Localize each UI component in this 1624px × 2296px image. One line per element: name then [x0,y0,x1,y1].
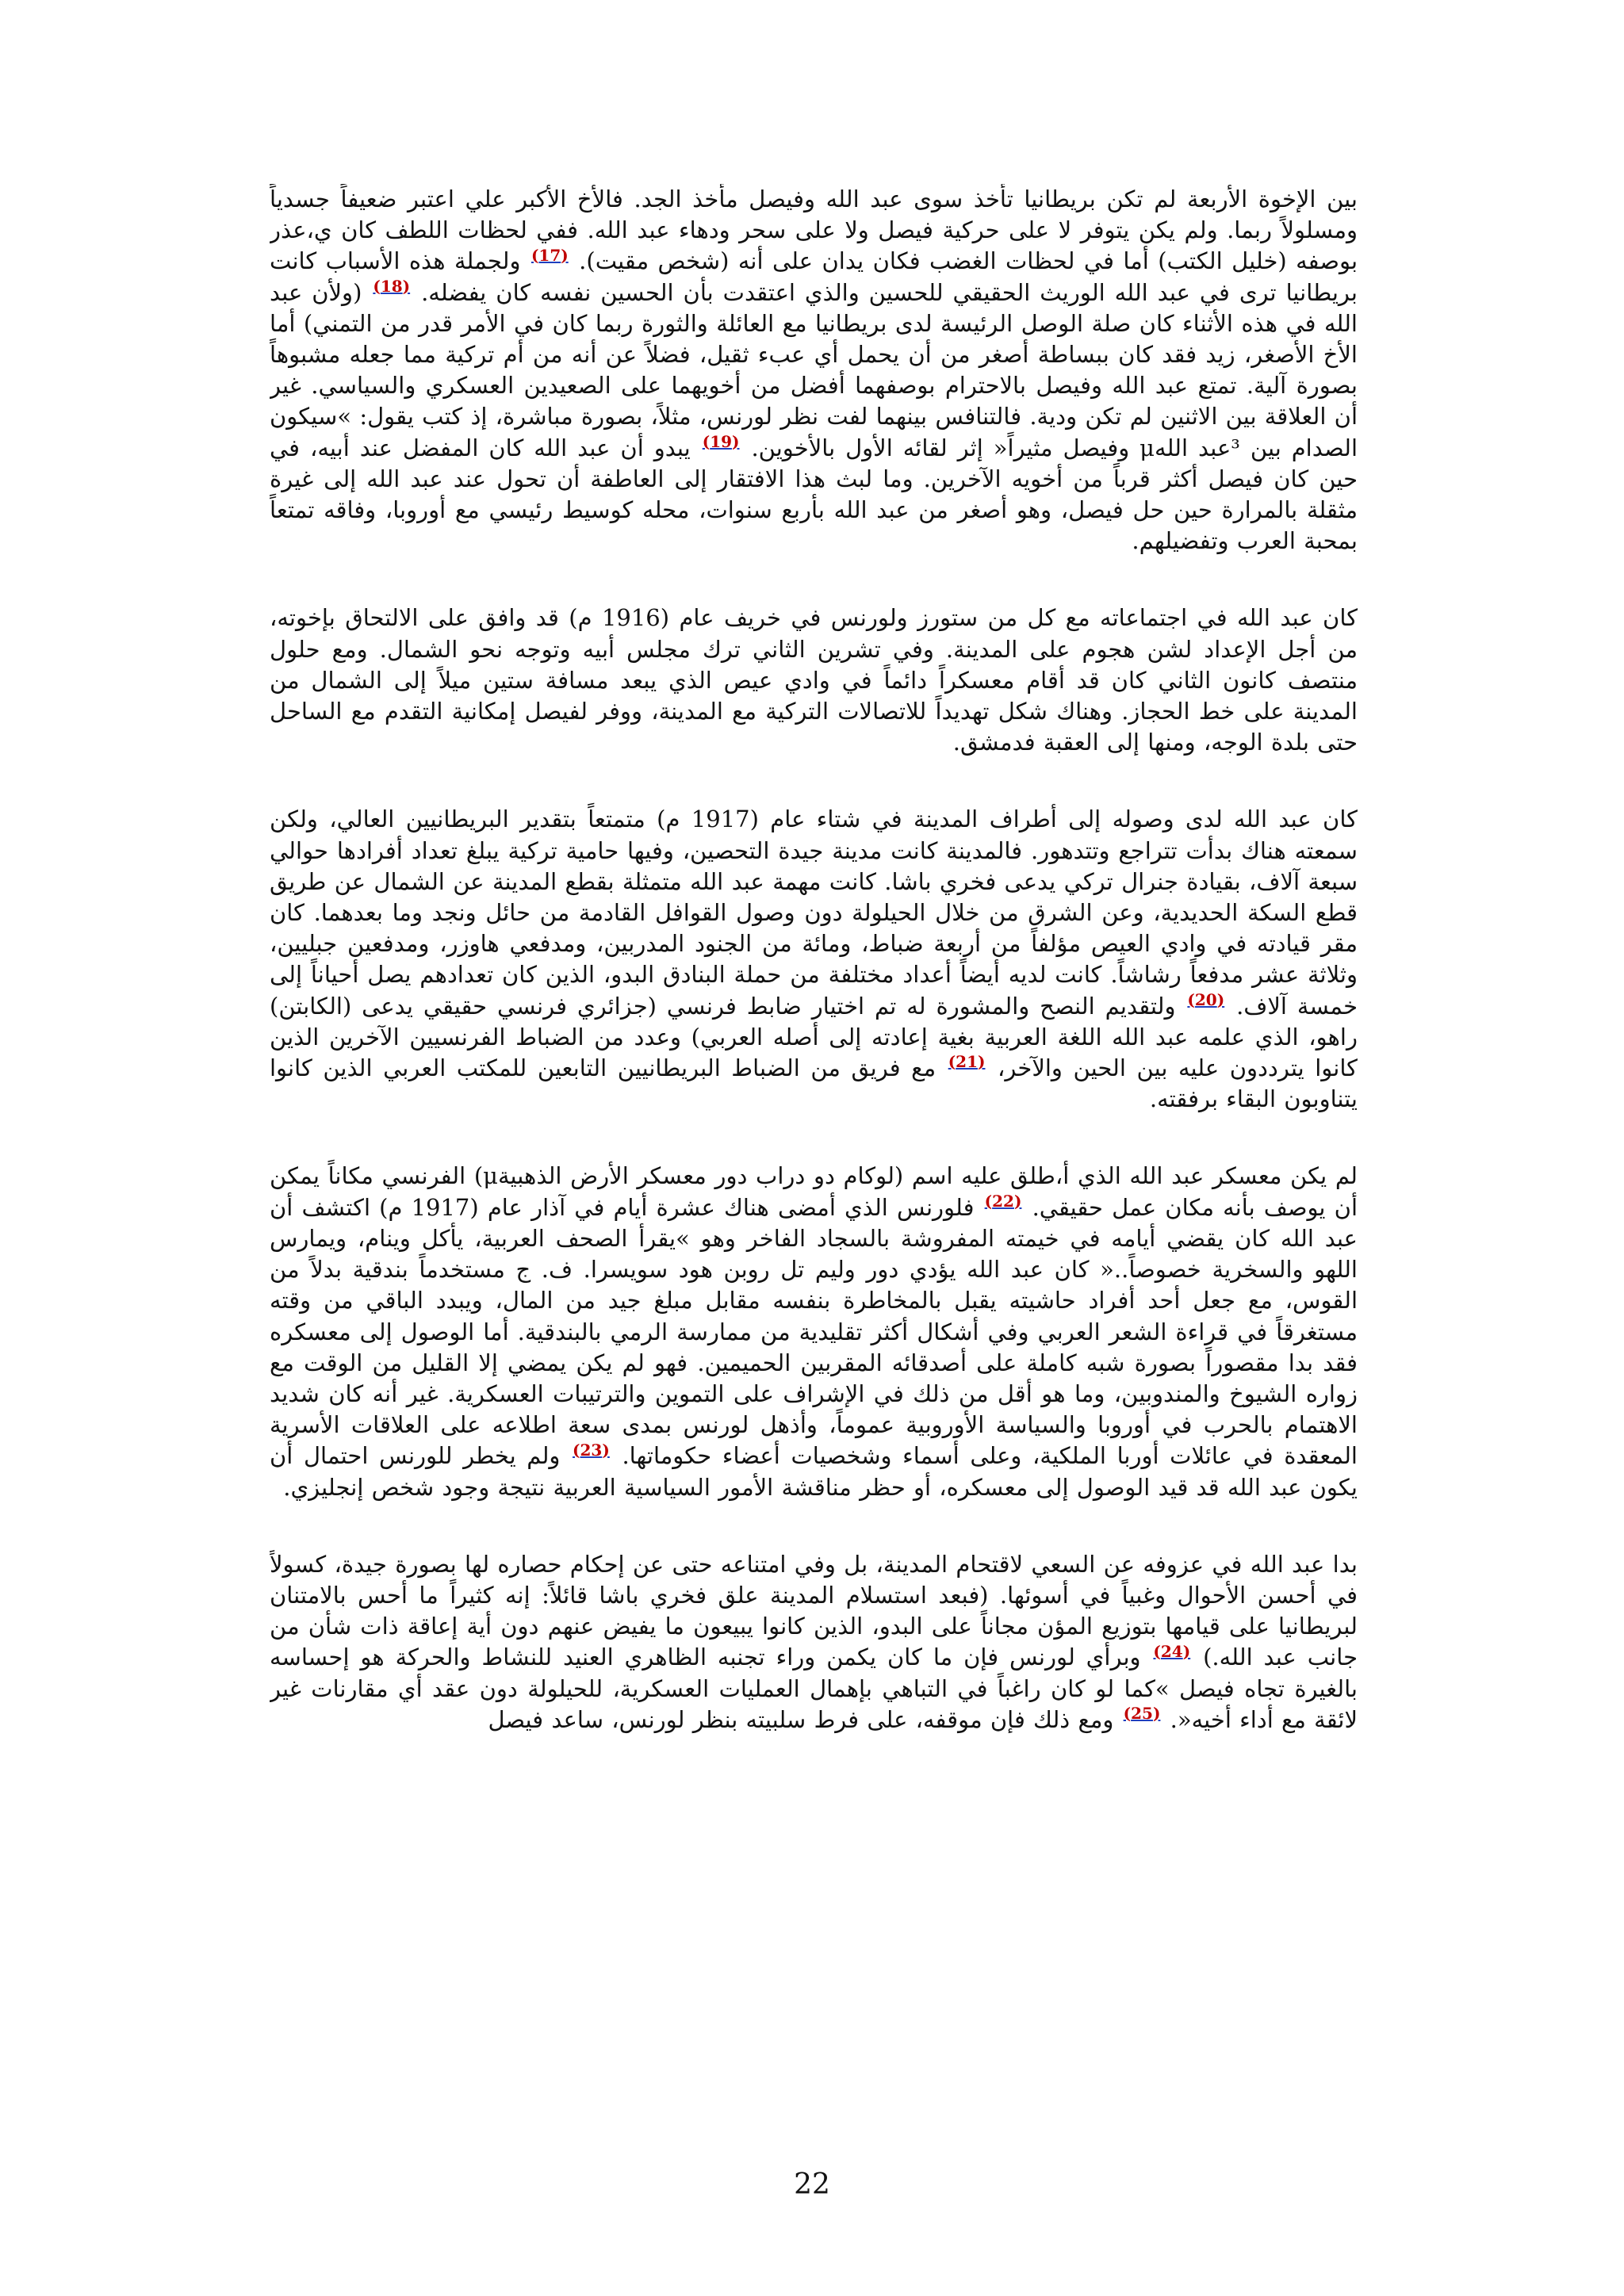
text-run: يبدو أن عبد الله كان المفضل عند أبيه، في حين كان فيصل أكثر قرباً من أخويه الآخرين. وما لبث هذا الافتقار إلى العاطفة أن تحول عند عبد الله إلى غيرة مثقلة بالمرارة حين حل فيصل، وهو أصغر من عبد الله بأربع سنوات، محله كوسيط رئيسي مع أوروبا، وفاقه تمتعاً بمحبة العرب وتفضيلهم. [270,434,1358,555]
text-run: ولم يخطر للورنس احتمال أن يكون عبد الله قد قيد الوصول إلى معسكره، أو حظر مناقشة الأمور السياسية العربية نتيجة وجود شخص إنجليزي. [270,1442,1358,1501]
footnote-ref-22[interactable]: (22) [984,1192,1022,1211]
footnote-ref-25[interactable]: (25) [1123,1704,1161,1724]
footnote-ref-23[interactable]: (23) [573,1440,610,1460]
text-run: ولتقديم النصح والمشورة له تم اختيار ضابط فرنسي (جزائري فرنسي حقيقي يدعى (الكابتن) راهو، الذي علمه عبد الله اللغة العربية بغية إعادته إلى أصله العربي) وعدد من الضباط الفرنسيين الآخرين الذين كانوا يترددون عليه بين الحين والآخر، [270,992,1358,1082]
footnote-ref-20[interactable]: (20) [1187,990,1225,1010]
paragraph-1 [270,184,1358,557]
text-run: ومع ذلك فإن موقفه، على فرط سلبيته بنظر لورنس، ساعد فيصل [488,1705,1114,1733]
footnote-ref-24[interactable]: (24) [1153,1641,1191,1661]
footnote-ref-18[interactable]: (18) [373,276,411,296]
text-run: بدا عبد الله في عزوفه عن السعي لاقتحام المدينة، بل وفي امتناعه حتى عن إحكام حصاره لها بصورة جيدة، كسولاً في أحسن الأحوال وغبياً في أسوئها. (فبعد استسلام المدينة علق فخري باشا قائلاً: إنه كثيراً ما أحس بالامتنان لبريطانيا على قيامها بتوزيع المؤن مجاناً على البدو، الذين كانوا يبيعون ما يفيض عنهم دون أية إعاقة ذات شأن من جانب عبد الله.) [270,1550,1358,1671]
page-number: 22 [794,2168,830,2201]
text-run: كان عبد الله لدى وصوله إلى أطراف المدينة في شتاء عام (1917 م) متمتعاً بتقدير البريطانيين العالي، ولكن سمعته هناك بدأت تتراجع وتتدهور. فالمدينة كانت مدينة جيدة التحصين، وفيها حامية تركية يبلغ تعداد أفرادها حوالي سبعة آلاف، بقيادة جنرال تركي يدعى فخري باشا. كانت مهمة عبد الله متمثلة بقطع المدينة عن الشمال عن طريق قطع السكة الحديدية، وعن الشرق من خلال الحيلولة دون وصول القوافل القادمة من حائل ونجد وما بعدهما. كان مقر قيادته في وادي العيص مؤلفاً من أربعة ضباط، ومائة من الجنود المدربين، ومدفعي هاوزر، ومدفعين جبليين، وثلاثة عشر مدفعاً رشاشاً. كانت لديه أيضاً أعداد مختلفة من حملة البنادق البدو، الذين كان تعدادهم يصل أحياناً إلى خمسة آلاف. [270,806,1358,1020]
paragraph-3 [270,804,1358,1115]
text-run: كان عبد الله في اجتماعاته مع كل من ستورز ولورنس في خريف عام (1916 م) قد وافق على الالتحاق بإخوته، من أجل الإعداد لشن هجوم على المدينة. وفي تشرين الثاني ترك مجلس أبيه وتوجه نحو الشمال. ومع حلول منتصف كانون الثاني كان قد أقام معسكراً دائماً في وادي عيص الذي يبعد مسافة ستين ميلاً إلى الشمال من المدينة على خط الحجاز. وهناك شكل تهديداً للاتصالات التركية مع المدينة، ووفر لفيصل إمكانية التقدم مع الساحل حتى بلدة الوجه، ومنها إلى العقبة فدمشق. [270,604,1358,756]
text-run: ولجملة هذه الأسباب كانت بريطانيا ترى في عبد الله الوريث الحقيقي للحسين والذي اعتقدت بأن الحسين نفسه كان يفضله. [270,247,1358,306]
footnote-ref-17[interactable]: (17) [530,245,569,265]
footnote-ref-19[interactable]: (19) [702,431,740,451]
footnote-ref-21[interactable]: (21) [948,1052,986,1072]
paragraph-5 [270,1549,1358,1735]
text-run: وبرأي لورنس فإن ما كان يكمن وراء تجنبه الظاهري العنيد للنشاط والحركة هو إحساسه بالغيرة تجاه فيصل »كما لو كان راغباً في التباهي بإهمال العمليات العسكرية، للحيلولة دون عقد أي مقارنات غير لائقة مع أداء أخيه«. [270,1644,1358,1733]
text-run: (ولأن عبد الله في هذه الأثناء كان صلة الوصل الرئيسة لدى بريطانيا مع العائلة والثورة ربما كان في الأمر قدر من التمني) أما الأخ الأصغر، زيد فقد كان ببساطة أصغر من أن يحمل أي عبء ثقيل، فضلاً عن أنه من أم تركية مما جعله مشبوهاً بصورة آلية. تمتع عبد الله وفيصل بالاحترام بوصفهما أفضل من أخويهما على الصعيدين العسكري والسياسي. غير أن العلاقة بين الاثنين لم تكن ودية. فالتنافس بينهما لفت نظر لورنس، مثلاً، بصورة مباشرة، إذ كتب يقول: »سيكون الصدام بين ³عبد اللهμ وفيصل مثيراً« إثر لقائه الأول بالأخوين. [270,278,1358,461]
text-run: لم يكن معسكر عبد الله الذي أ،طلق عليه اسم (لوكام دو دراب دور معسكر الأرض الذهبيةμ) الفرنسي مكاناً يمكن أن يوصف بأنه مكان عمل حقيقي. [270,1162,1358,1221]
text-run: مع فريق من الضباط البريطانيين التابعين للمكتب العربي الذين كانوا يتناوبون البقاء برفقته. [270,1054,1358,1113]
text-run: فلورنس الذي أمضى هناك عشرة أيام في آذار عام (1917 م) اكتشف أن عبد الله كان يقضي أيامه في خيمته المفروشة بالسجاد الفاخر وهو »يقرأ الصحف العربية، يأكل وينام، ويمارس اللهو والسخرية خصوصاً..« كان عبد الله يؤدي دور وليم تل روبن هود سويسرا. ف. ج مستخدماً بندقية بدلاً من القوس، مع جعل أحد أفراد حاشيته يقبل بالمخاطرة بنفسه مقابل مبلغ جيد من المال، ويبدد الباقي من وقته مستغرقاً في قراءة الشعر العربي وفي أشكال أكثر تقليدية من ممارسة الرمي بالبندقية. أما الوصول إلى معسكره فقد بدا مقصوراً بصورة شبه كاملة على أصدقائه المقربين الحميمين. فهو لم يكن يمضي إلا القليل من الوقت مع زواره الشيوخ والمندوبين، وما هو أقل من ذلك في الإشراف على التموين والترتيبات العسكرية. غير أنه كان شديد الاهتمام بالحرب في أوروبا والسياسة الأوروبية عموماً، وأذهل لورنس بمدى سعة اطلاعه على العلاقات الأسرية المعقدة في عائلات أوربا الملكية، وعلى أسماء وشخصيات أعضاء حكوماتها. [270,1193,1358,1470]
paragraph-4 [270,1161,1358,1502]
document-page [270,184,1358,2166]
paragraph-2 [270,603,1358,758]
text-run: بين الإخوة الأربعة لم تكن بريطانيا تأخذ سوى عبد الله وفيصل مأخذ الجد. فالأخ الأكبر علي اعتبر ضعيفاً جسدياً ومسلولاً ربما. ولم يكن يتوفر لا على حركية فيصل ولا على سحر ودهاء عبد الله. ففي لحظات اللطف كان ي،عذر بوصفه (خليل الكتب) أما في لحظات الغضب فكان يدان على أنه (شخص مقيت). [270,186,1358,275]
